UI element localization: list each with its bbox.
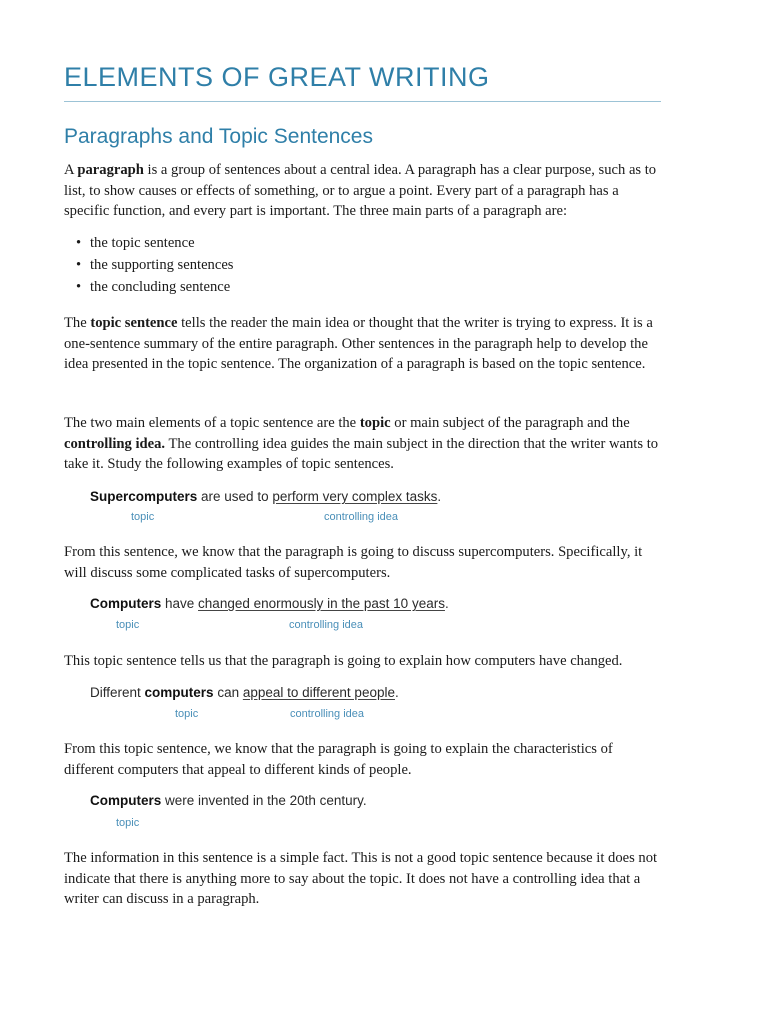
intro-paragraph (64, 160, 664, 222)
example-sentence (90, 793, 367, 808)
list-item-text: the concluding sentence (90, 279, 231, 295)
section-heading: Paragraphs and Topic Sentences (64, 125, 373, 148)
intro-text-rest: is a group of sentences about a central idea. A paragraph has a clear purpose, such as to list, to show causes or effects of something, or to argue a point. Every part of a paragraph has a specific function, and every part is important. The three main parts of a paragraph are: (64, 162, 657, 219)
example-mid: are used to (197, 489, 273, 504)
paragraph-text: The two main elements of a topic sentence are the (64, 415, 360, 431)
paragraph-text: tells the reader the main idea or thought that the writer is trying to express. It is a one-sentence summary of the entire paragraph. Other sentences in the paragraph help to develop the idea presented in the topic sentence. The organization of a paragraph is based on the topic sentence. (64, 315, 653, 372)
list-item-text: the topic sentence (90, 235, 195, 251)
example-post: . (437, 489, 442, 504)
list-item-text: the supporting sentences (90, 257, 234, 273)
bullet-icon: • (76, 257, 82, 273)
example-mid: can (213, 685, 243, 700)
topic-label: topic (116, 817, 140, 829)
topic-sentence-paragraph (64, 313, 664, 375)
example-sentence (90, 685, 399, 700)
explanation-paragraph: From this topic sentence, we know that the paragraph is going to explain the characteristics of different computers that appeal to different kinds of people. (64, 741, 613, 778)
explanation-paragraph: The information in this sentence is a simple fact. This is not a good topic sentence because it does not indicate that there is anything more to say about the topic. It does not have a controlling idea that a writer can discuss in a paragraph. (64, 850, 658, 907)
bullet-icon: • (76, 279, 82, 295)
example-pre: Different (90, 685, 145, 700)
example-topic: Computers (90, 793, 162, 808)
controlling-idea-label: controlling idea (289, 619, 363, 631)
example-post: . (444, 596, 449, 611)
example-mid: were invented in the 20th century. (161, 793, 367, 808)
example-post: . (394, 685, 399, 700)
example-mid: have (161, 596, 199, 611)
paragraph-keyword: topic (359, 415, 391, 431)
list-item (64, 232, 233, 254)
example-topic: Supercomputers (90, 489, 198, 504)
list-item (64, 254, 233, 276)
topic-label: topic (116, 619, 140, 631)
paragraph-keyword: controlling idea. (64, 435, 166, 452)
example-controlling-idea: changed enormously in the past 10 years (198, 596, 445, 611)
elements-paragraph (64, 413, 664, 475)
explanation-paragraph: This topic sentence tells us that the paragraph is going to explain how computers have changed. (64, 653, 623, 669)
topic-label: topic (131, 511, 155, 523)
intro-text-start: A (64, 162, 78, 178)
example-topic: Computers (90, 596, 162, 611)
example-controlling-idea: appeal to different people (242, 685, 395, 700)
controlling-idea-label: controlling idea (324, 511, 398, 523)
topic-label: topic (175, 708, 199, 720)
example-controlling-idea: perform very complex tasks (272, 489, 438, 504)
example-sentence (90, 596, 449, 611)
example-topic: computers (144, 685, 214, 700)
paragraph-text: The (64, 315, 91, 331)
paragraph-keyword: topic sentence (90, 315, 178, 331)
controlling-idea-label: controlling idea (290, 708, 364, 720)
title-divider (64, 101, 661, 102)
paragraph-text: or main subject of the paragraph and the (390, 415, 630, 431)
explanation-paragraph: From this sentence, we know that the paragraph is going to discuss supercomputers. Specifically, it will discuss some complicated tasks of supercomputers. (64, 544, 643, 581)
paragraph-text: The controlling idea guides the main subject in the direction that the writer wants to take it. Study the following examples of topic sentences. (64, 435, 659, 472)
intro-keyword: paragraph (77, 162, 144, 178)
bullet-icon: • (76, 235, 82, 251)
parts-list (64, 232, 233, 298)
list-item (64, 276, 233, 298)
example-sentence (90, 489, 441, 504)
page-title: ELEMENTS OF GREAT WRITING (64, 62, 490, 92)
